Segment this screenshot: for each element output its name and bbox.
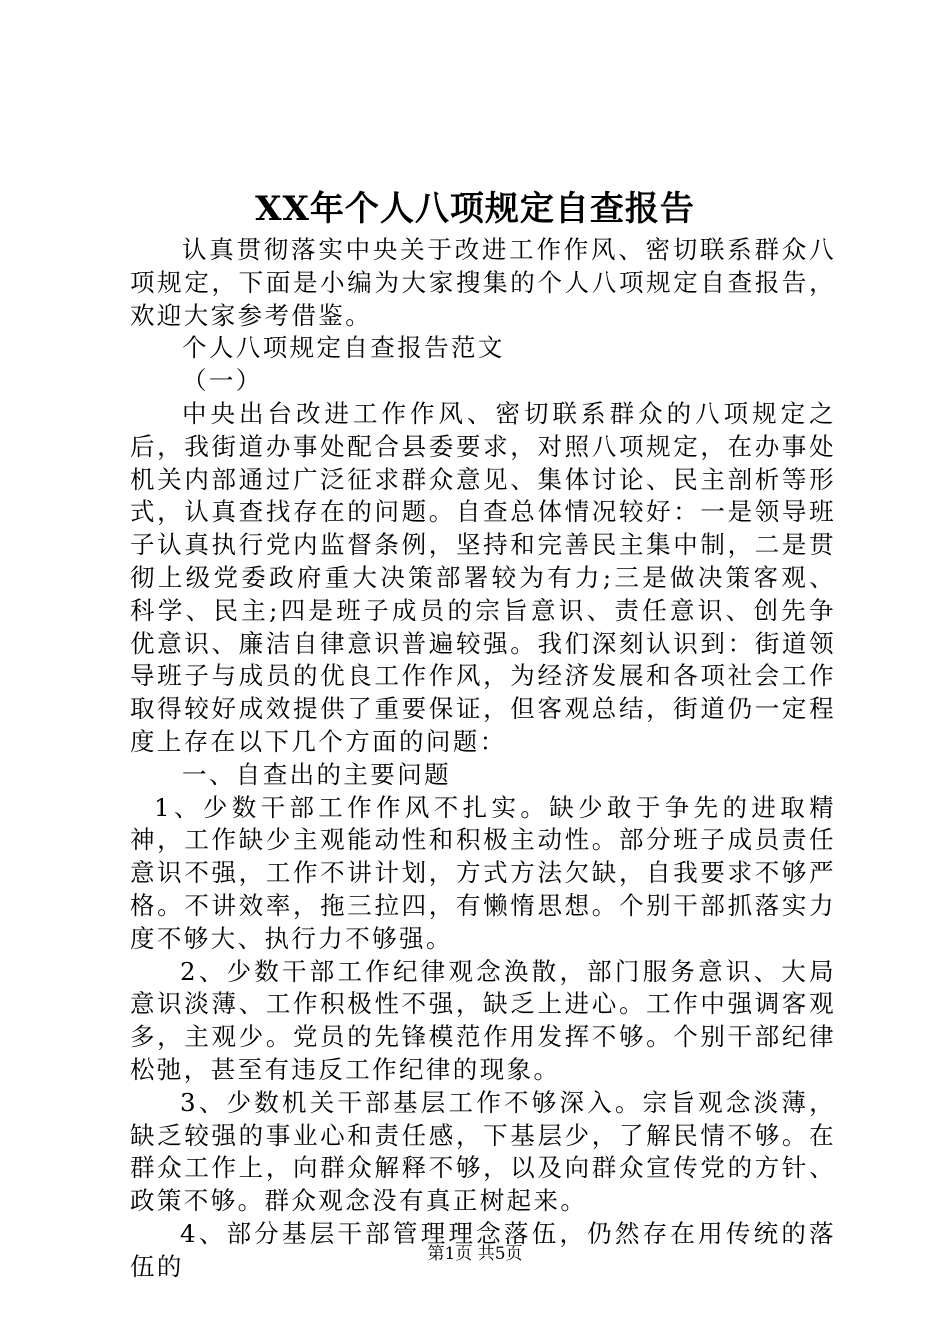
- problem-item-3: 3、少数机关干部基层工作不够深入。宗旨观念淡薄，缺乏较强的事业心和责任感，下基层少，了解民情不够。在群众工作上，向群众解释不够，以及向群众宣传党的方针、政策不够。群众观念没有真正树起来。: [130, 1087, 836, 1216]
- document-body: [130, 234, 836, 1284]
- problem-item-1: 1、少数干部工作作风不扎实。缺少敢于争先的进取精神，工作缺少主观能动性和积极主动性。部分班子成员责任意识不强，工作不讲计划，方式方法欠缺，自我要求不够严格。不讲效率，拖三拉四，有懒惰思想。个别干部抓落实力度不够大、执行力不够强。: [130, 792, 836, 953]
- document-title: XX年个人八项规定自查报告: [255, 189, 695, 229]
- problem-item-2: 2、少数干部工作纪律观念涣散，部门服务意识、大局意识淡薄、工作积极性不强，缺乏上进心。工作中强调客观多，主观少。党员的先锋模范作用发挥不够。个别干部纪律松弛，甚至有违反工作纪律的现象。: [130, 956, 836, 1084]
- body-paragraph: 中央出台改进工作作风、密切联系群众的八项规定之后，我街道办事处配合县委要求，对照八项规定，在办事处机关内部通过广泛征求群众意见、集体讨论、民主剖析等形式，认真查找存在的问题。自查总体情况较好：一是领导班子认真执行党内监督条例，坚持和完善民主集中制，二是贯彻上级党委政府重大决策部署较为有力;三是做决策客观、科学、民主;四是班子成员的宗旨意识、责任意识、创先争优意识、廉洁自律意识普遍较强。我们深刻认识到：街道领导班子与成员的优良工作作风，为经济发展和各项社会工作取得较好成效提供了重要保证，但客观总结，街道仍一定程度上存在以下几个方面的问题：: [130, 398, 836, 756]
- problems-heading: 一、自查出的主要问题: [182, 759, 451, 789]
- section-heading: 个人八项规定自查报告范文: [182, 333, 505, 363]
- intro-paragraph: 认真贯彻落实中央关于改进工作作风、密切联系群众八项规定，下面是小编为大家搜集的个人八项规定自查报告，欢迎大家参考借鉴。: [130, 235, 836, 330]
- problem-item-4: 4、部分基层干部管理理念落伍，仍然存在用传统的落伍的: [130, 1218, 836, 1281]
- subsection-number: （一）: [182, 366, 263, 396]
- page-footer: 第1页 共5页: [427, 1244, 523, 1264]
